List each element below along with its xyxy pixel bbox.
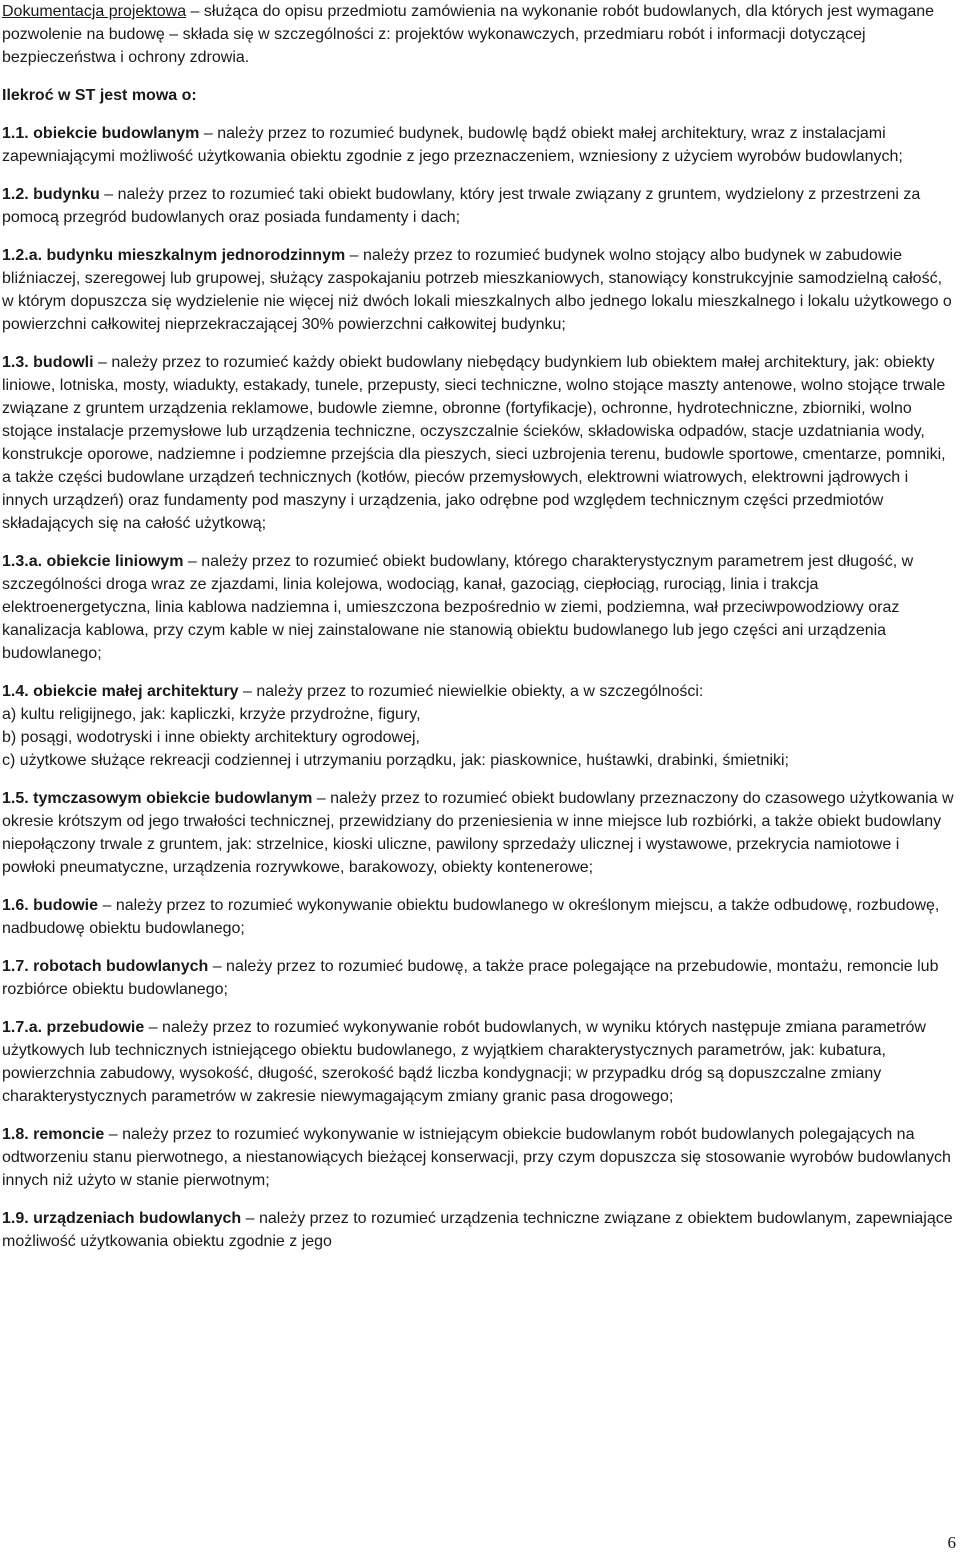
definition-1-4 bbox=[2, 680, 956, 703]
intro-term: Dokumentacja projektowa bbox=[2, 3, 187, 20]
definition-1-3 bbox=[2, 351, 956, 535]
definition-text: – należy przez to rozumieć każdy obiekt budowlany niebędący budynkiem lub obiektem małej architektury, jak: obiekty liniowe, lotniska, mosty, wiadukty, estakady, tunele, przepusty, sieci techniczne, wolno stojące maszty antenowe, wolno stojące trwale związane z gruntem urządzenia reklamowe, budowle ziemne, obronne (fortyfikacje), ochronne, hydrotechniczne, zbiorniki, wolno stojące instalacje przemysłowe lub urządzenia techniczne, oczyszczalnie ścieków, składowiska odpadów, stacje uzdatniania wody, konstrukcje oporowe, nadziemne i podziemne przejścia dla pieszych, sieci uzbrojenia terenu, budowle sportowe, cmentarze, pomniki, a także części budowlane urządzeń technicznych (kotłów, pieców przemysłowych, elektrowni wiatrowych, elektrowni jądrowych i innych urządzeń) oraz fundamenty pod maszyny i urządzenia, jako odrębne pod względem technicznym części przedmiotów składających się na całość użytkową; bbox=[2, 354, 946, 532]
intro-text: – służąca do opisu przedmiotu zamówienia na wykonanie robót budowlanych, dla których jest wymagane pozwolenie na budowę – składa się w szczególności z: projektów wykonawczych, przedmiaru robót i informacji dotyczącej bezpieczeństwa i ochrony zdrowia. bbox=[2, 3, 935, 66]
definition-number: 1.4. bbox=[2, 683, 34, 700]
definition-text: – należy przez to rozumieć budynek wolno stojący albo budynek w zabudowie bliźniaczej, szeregowej lub grupowej, służący zaspokajaniu potrzeb mieszkaniowych, stanowiący konstrukcyjnie samodzielną całość, w którym dopuszcza się wydzielenie nie więcej niż dwóch lokali mieszkalnych albo jednego lokalu mieszkalnego i lokalu użytkowego o powierzchni całkowitej nieprzekraczającej 30% powierzchni całkowitej budynku; bbox=[2, 247, 952, 333]
definition-term: budowie bbox=[33, 897, 99, 914]
definition-term: obiekcie liniowym bbox=[46, 553, 184, 570]
definition-number: 1.3. bbox=[2, 354, 34, 371]
definition-term: budynku bbox=[33, 186, 100, 203]
definition-term: obiekcie budowlanym bbox=[33, 125, 200, 142]
definition-term: budowli bbox=[33, 354, 94, 371]
definition-number: 1.3.a. bbox=[2, 553, 47, 570]
list-item: a) kultu religijnego, jak: kapliczki, krzyże przydrożne, figury, bbox=[2, 706, 421, 723]
definition-text: – należy przez to rozumieć wykonywanie obiektu budowlanego w określonym miejscu, a także odbudowę, rozbudowę, nadbudowę obiektu budowlanego; bbox=[2, 897, 940, 937]
definition-number: 1.1. bbox=[2, 125, 34, 142]
list-item: c) użytkowe służące rekreacji codziennej i utrzymaniu porządku, jak: piaskownice, huśtawki, drabinki, śmietniki; bbox=[2, 752, 789, 769]
definition-number: 1.7. bbox=[2, 958, 34, 975]
definition-text: – należy przez to rozumieć obiekt budowlany przeznaczony do czasowego użytkowania w okresie krótszym od jego trwałości technicznej, przewidziany do przeniesienia w inne miejsce lub rozbiórki, a także obiekt budowlany niepołączony trwale z gruntem, jak: strzelnice, kioski uliczne, pawilony sprzedaży ulicznej i wystawowe, przekrycia namiotowe i powłoki pneumatyczne, urządzenia rozrywkowe, barakowozy, obiekty kontenerowe; bbox=[2, 790, 954, 876]
definition-number: 1.5. bbox=[2, 790, 34, 807]
definition-text: – należy przez to rozumieć wykonywanie robót budowlanych, w wyniku których następuje zmiana parametrów użytkowych lub technicznych istniejącego obiektu budowlanego, z wyjątkiem charakterystycznych parametrów, jak: kubatura, powierzchnia zabudowy, wysokość, długość, szerokość bądź liczba kondygnacji; w przypadku dróg są dopuszczalne zmiany charakterystycznych parametrów w zakresie niewymagającym zmiany granic pasa drogowego; bbox=[2, 1019, 926, 1105]
definition-term: przebudowie bbox=[46, 1019, 145, 1036]
definition-1-1 bbox=[2, 122, 956, 168]
definition-number: 1.6. bbox=[2, 897, 34, 914]
definition-term: obiekcie małej architektury bbox=[33, 683, 239, 700]
definition-term: remoncie bbox=[33, 1126, 105, 1143]
definition-text: – należy przez to rozumieć obiekt budowlany, którego charakterystycznym parametrem jest długość, w szczególności droga wraz ze zjazdami, linia kolejowa, wodociąg, kanał, gazociąg, ciepłociąg, rurociąg, linia i trakcja elektroenergetyczna, linia kablowa nadziemna i, umieszczona bezpośrednio w ziemi, podziemna, wał przeciwpowodziowy oraz kanalizacja kablowa, przy czym kable w niej zainstalowane nie stanowią obiektu budowlanego lub jego części ani urządzenia budowlanego; bbox=[2, 553, 914, 662]
list-item: b) posągi, wodotryski i inne obiekty architektury ogrodowej, bbox=[2, 729, 420, 746]
definition-1-2 bbox=[2, 183, 956, 229]
definition-text: – należy przez to rozumieć wykonywanie w istniejącym obiekcie budowlanym robót budowlanych polegających na odtworzeniu stanu pierwotnego, a niestanowiących bieżącej konserwacji, przy czym dopuszcza się stosowanie wyrobów budowlanych innych niż użyto w stanie pierwotnym; bbox=[2, 1126, 951, 1189]
definition-term: budynku mieszkalnym jednorodzinnym bbox=[46, 247, 346, 264]
definition-1-5 bbox=[2, 787, 956, 879]
definition-1-7 bbox=[2, 955, 956, 1001]
definition-text: – należy przez to rozumieć budynek, budowlę bądź obiekt małej architektury, wraz z instalacjami zapewniającymi możliwość użytkowania obiektu zgodnie z jego przeznaczeniem, wzniesiony z użyciem wyrobów budowlanych; bbox=[2, 125, 903, 165]
definition-1-3-a bbox=[2, 550, 956, 665]
definition-term: robotach budowlanych bbox=[33, 958, 209, 975]
definition-term: tymczasowym obiekcie budowlanym bbox=[33, 790, 313, 807]
definition-text: – należy przez to rozumieć niewielkie obiekty, a w szczególności: bbox=[238, 683, 704, 700]
section-heading: Ilekroć w ST jest mowa o: bbox=[2, 87, 197, 104]
definition-text: – należy przez to rozumieć urządzenia techniczne związane z obiektem budowlanym, zapewniające możliwość użytkowania obiektu zgodnie z jego bbox=[2, 1210, 953, 1250]
definition-1-8 bbox=[2, 1123, 956, 1192]
definition-number: 1.7.a. bbox=[2, 1019, 47, 1036]
definition-number: 1.9. bbox=[2, 1210, 34, 1227]
definition-1-6 bbox=[2, 894, 956, 940]
definition-number: 1.2.a. bbox=[2, 247, 47, 264]
definition-1-2-a bbox=[2, 244, 956, 336]
definition-text: – należy przez to rozumieć budowę, a także prace polegające na przebudowie, montażu, remoncie lub rozbiórce obiektu budowlanego; bbox=[2, 958, 939, 998]
definition-1-7-a bbox=[2, 1016, 956, 1108]
page-number: 6 bbox=[947, 1533, 956, 1552]
definition-term: urządzeniach budowlanych bbox=[33, 1210, 242, 1227]
definition-number: 1.2. bbox=[2, 186, 34, 203]
definition-text: – należy przez to rozumieć taki obiekt budowlany, który jest trwale związany z gruntem, wydzielony z przestrzeni za pomocą przegród budowlanych oraz posiada fundamenty i dach; bbox=[2, 186, 921, 226]
definition-number: 1.8. bbox=[2, 1126, 34, 1143]
intro-paragraph bbox=[2, 0, 956, 69]
definition-1-9 bbox=[2, 1207, 956, 1253]
